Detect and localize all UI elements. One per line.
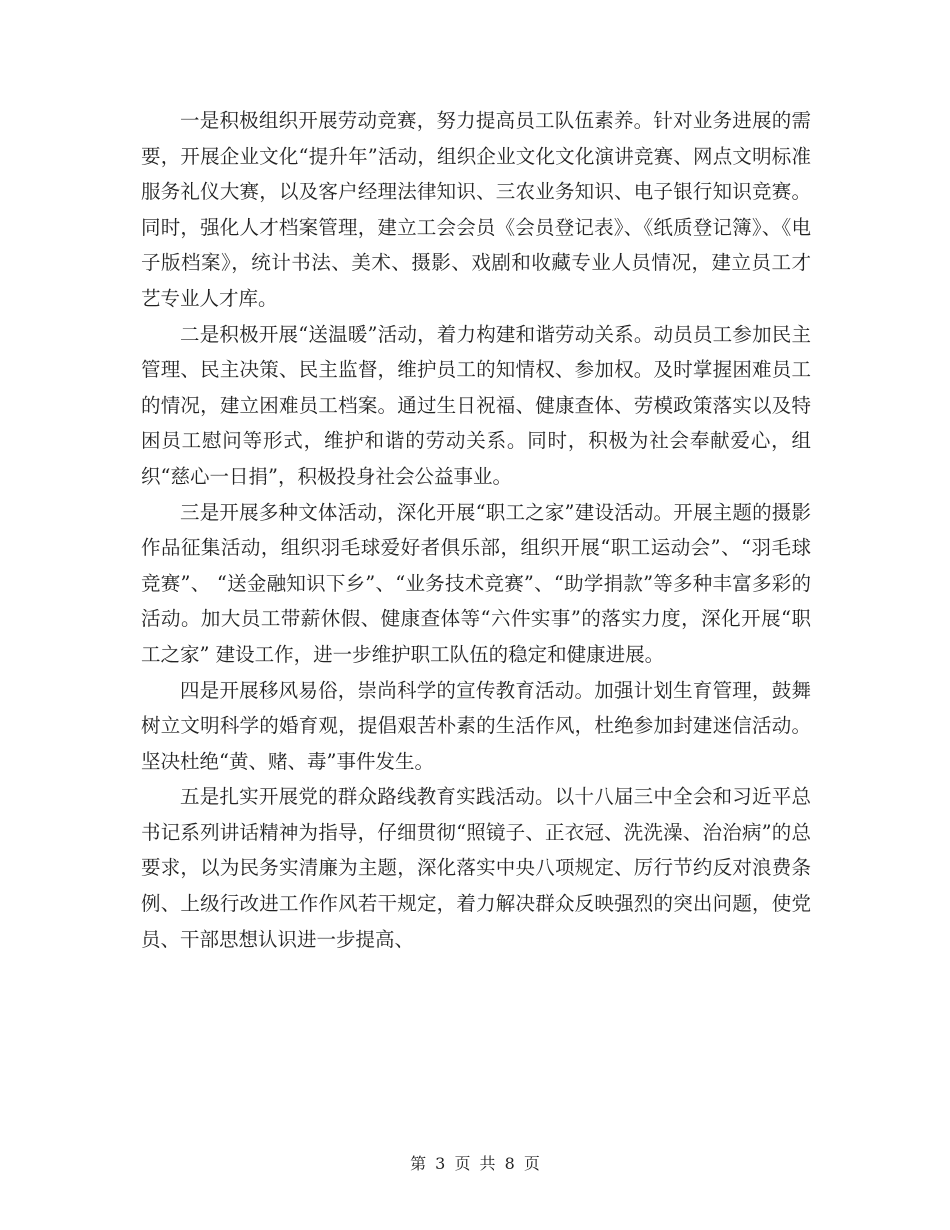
paragraph-4: 四是开展移风易俗，崇尚科学的宣传教育活动。加强计划生育管理，鼓舞树立文明科学的婚育观，提倡艰苦朴素的生活作风，杜绝参加封建迷信活动。坚决杜绝“黄、赌、毒”事件发生。 (141, 678, 811, 773)
paragraph-3: 三是开展多种文体活动，深化开展“职工之家”建设活动。开展主题的摄影作品征集活动，组织羽毛球爱好者俱乐部，组织开展“职工运动会”、“羽毛球竞赛”、 “送金融知识下乡”、“业务技术竞赛”、“助学捐款”等多种丰富多彩的活动。加大员工带薪休假、健康查体等“六件实事”的落实力度，深化开展“职工之家” 建设工作，进一步维护职工队伍的稳定和健康进展。 (141, 500, 811, 666)
document-body (141, 103, 811, 957)
paragraph-5: 五是扎实开展党的群众路线教育实践活动。以十八届三中全会和习近平总书记系列讲话精神为指导，仔细贯彻“照镜子、正衣冠、洗洗澡、治治病”的总要求，以为民务实清廉为主题，深化落实中央八项规定、厉行节约反对浪费条例、上级行改进工作作风若干规定，着力解决群众反映强烈的突出问题，使党员、干部思想认识进一步提高、 (141, 785, 811, 951)
page-number-footer: 第 3 页 共 8 页 (410, 1154, 540, 1173)
paragraph-1: 一是积极组织开展劳动竞赛，努力提高员工队伍素养。针对业务进展的需要，开展企业文化“提升年”活动，组织企业文化文化演讲竞赛、网点文明标准服务礼仪大赛，以及客户经理法律知识、三农业务知识、电子银行知识竞赛。同时，强化人才档案管理，建立工会会员《会员登记表》、《纸质登记簿》、《电子版档案》，统计书法、美术、摄影、戏剧和收藏专业人员情况，建立员工才艺专业人才库。 (141, 109, 811, 310)
paragraph-2: 二是积极开展“送温暖”活动，着力构建和谐劳动关系。动员员工参加民主管理、民主决策、民主监督，维护员工的知情权、参加权。及时掌握困难员工的情况，建立困难员工档案。通过生日祝福、健康查体、劳模政策落实以及特困员工慰问等形式，维护和谐的劳动关系。同时，积极为社会奉献爱心，组织“慈心一日捐”，积极投身社会公益事业。 (141, 322, 811, 488)
